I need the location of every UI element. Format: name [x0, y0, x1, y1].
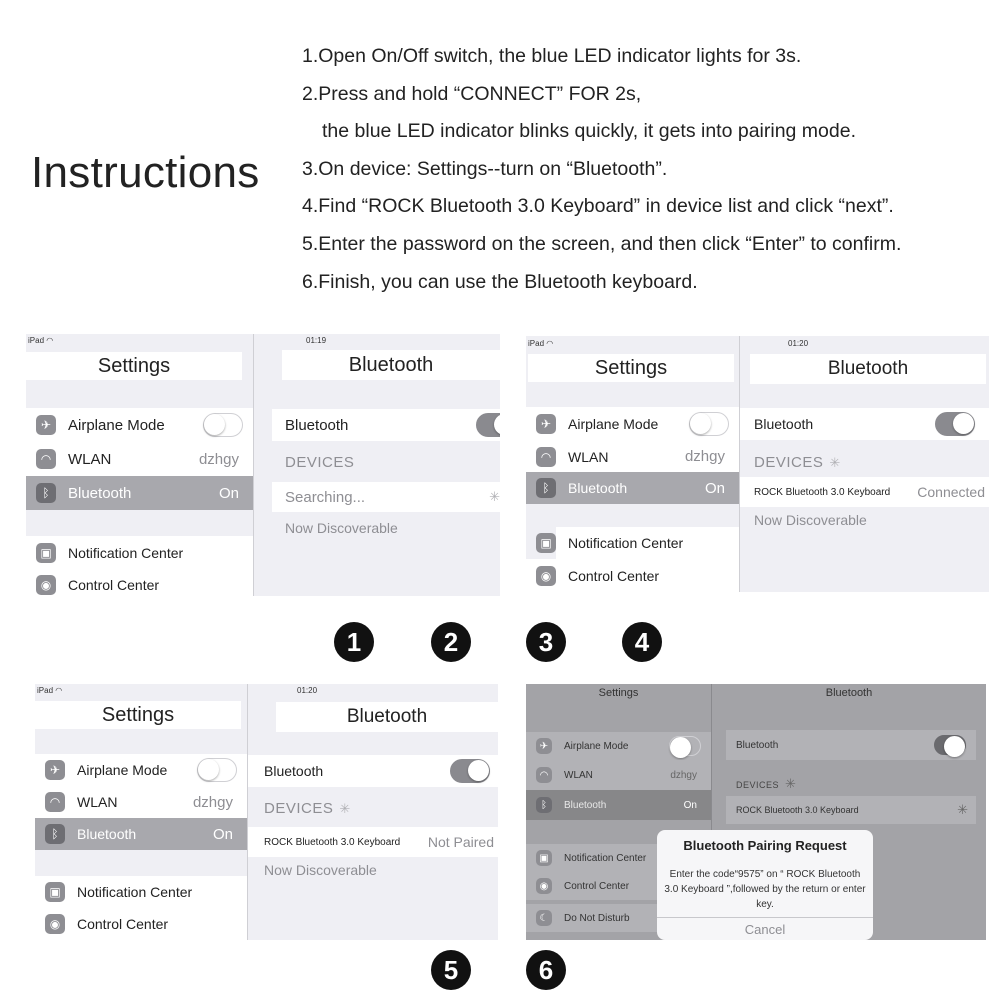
airplane-icon: ✈ [536, 738, 552, 754]
control-center-icon: ◉ [536, 878, 552, 894]
bluetooth-title: Bluetooth [750, 354, 986, 384]
moon-icon: ☾ [536, 910, 552, 926]
searching-label: Searching... [285, 488, 366, 506]
control-center-label: Control Center [77, 915, 169, 932]
bluetooth-toggle[interactable] [935, 412, 975, 436]
step-badge-2: 2 [431, 622, 471, 662]
do-not-disturb-label: Do Not Disturb [564, 912, 630, 924]
device-row-rock-keyboard[interactable] [740, 477, 989, 507]
control-center-label: Control Center [568, 567, 660, 584]
control-center-row[interactable] [26, 570, 253, 596]
notification-center-label: Notification Center [68, 545, 184, 561]
notification-center-row[interactable] [540, 527, 739, 559]
step-5: 5.Enter the password on the screen, and then click “Enter” to confirm. [302, 232, 902, 255]
bluetooth-value: On [683, 799, 697, 811]
bluetooth-title: Bluetooth [276, 702, 498, 732]
notification-center-icon: ▣ [536, 533, 556, 553]
airplane-mode-row[interactable] [526, 407, 739, 441]
status-device: iPad ◠ [28, 336, 54, 345]
bluetooth-row[interactable] [526, 790, 711, 820]
control-center-icon: ◉ [36, 575, 56, 595]
bluetooth-toggle-row[interactable] [248, 755, 498, 787]
bluetooth-toggle-label: Bluetooth [264, 763, 324, 779]
wlan-label: WLAN [564, 769, 593, 781]
settings-title: Settings [528, 354, 734, 382]
bluetooth-value: On [212, 825, 233, 843]
bluetooth-title: Bluetooth [282, 350, 500, 380]
airplane-mode-toggle[interactable] [669, 736, 701, 756]
bluetooth-row[interactable] [526, 472, 739, 504]
notification-center-row[interactable] [26, 536, 253, 570]
airplane-mode-row[interactable] [26, 408, 253, 442]
bluetooth-value: On [704, 479, 725, 497]
bluetooth-toggle-row[interactable] [740, 408, 989, 440]
bluetooth-icon: ᛒ [45, 824, 65, 844]
spinner-icon: ✳ [829, 455, 841, 470]
device-row-rock-keyboard[interactable] [726, 796, 976, 824]
bluetooth-icon: ᛒ [36, 483, 56, 503]
device-status: Connected [917, 484, 985, 500]
step-badge-4: 4 [622, 622, 662, 662]
device-name: ROCK Bluetooth 3.0 Keyboard [264, 836, 401, 848]
settings-title: Settings [598, 687, 639, 699]
status-device: iPad ◠ [528, 339, 554, 348]
settings-pane [26, 334, 254, 596]
instructions-title: Instructions [31, 148, 260, 197]
bluetooth-label: Bluetooth [77, 826, 137, 842]
bluetooth-pane [248, 684, 498, 940]
searching-row [272, 482, 500, 512]
bluetooth-pane [740, 336, 989, 592]
step-1: 1.Open On/Off switch, the blue LED indicator lights for 3s. [302, 45, 802, 67]
wlan-value: dzhgy [670, 769, 697, 781]
bluetooth-row[interactable] [26, 476, 253, 510]
settings-pane [35, 684, 248, 940]
wifi-icon: ◠ [536, 767, 552, 783]
settings-title: Settings [35, 701, 241, 729]
bluetooth-icon: ᛒ [536, 478, 556, 498]
step-3: 3.On device: Settings--turn on “Bluetooth”. [302, 157, 668, 180]
now-discoverable: Now Discoverable [754, 512, 867, 528]
cancel-button[interactable]: Cancel [657, 917, 873, 940]
airplane-icon: ✈ [45, 760, 65, 780]
step-6: 6.Finish, you can use the Bluetooth keyboard. [302, 270, 698, 293]
status-time: 01:20 [788, 339, 809, 348]
notification-center-label: Notification Center [564, 852, 647, 864]
bluetooth-title: Bluetooth [825, 687, 873, 699]
notification-center-icon: ▣ [536, 850, 552, 866]
airplane-mode-toggle[interactable] [689, 412, 729, 436]
wlan-row[interactable] [26, 442, 253, 476]
step-badge-6: 6 [526, 950, 566, 990]
pairing-dialog-message: Enter the code“9575” on “ ROCK Bluetooth 3.0 Keyboard ”,followed by the return or enter key. [664, 869, 866, 910]
bluetooth-toggle-label: Bluetooth [754, 416, 814, 432]
wlan-row[interactable] [35, 786, 247, 818]
airplane-icon: ✈ [36, 415, 56, 435]
spinner-icon: ✳ [489, 489, 500, 504]
airplane-mode-label: Airplane Mode [68, 416, 165, 434]
wlan-row[interactable] [526, 760, 711, 790]
airplane-icon: ✈ [536, 414, 556, 434]
step-4: 4.Find “ROCK Bluetooth 3.0 Keyboard” in device list and click “next”. [302, 195, 894, 218]
step-badge-1: 1 [334, 622, 374, 662]
airplane-mode-toggle[interactable] [203, 413, 243, 437]
airplane-mode-row[interactable] [526, 732, 711, 760]
spinner-icon: ✳ [957, 802, 968, 817]
bluetooth-label: Bluetooth [564, 799, 607, 811]
pairing-dialog-title: Bluetooth Pairing Request [683, 838, 847, 853]
devices-header: DEVICES [285, 454, 355, 471]
wlan-value: dzhgy [684, 448, 725, 465]
bluetooth-label: Bluetooth [568, 480, 628, 496]
wlan-row[interactable] [526, 441, 739, 472]
screenshot-connected [526, 336, 989, 592]
airplane-mode-label: Airplane Mode [568, 416, 659, 432]
wlan-label: WLAN [568, 448, 609, 465]
devices-header [736, 776, 796, 792]
control-center-label: Control Center [68, 577, 160, 593]
control-center-icon: ◉ [45, 914, 65, 934]
bluetooth-label: Bluetooth [68, 484, 132, 502]
bluetooth-toggle[interactable] [476, 413, 500, 437]
devices-header-label: DEVICES [264, 800, 334, 817]
control-center-icon: ◉ [536, 566, 556, 586]
bluetooth-row[interactable] [35, 818, 247, 850]
screenshot-searching [26, 334, 500, 596]
device-row-rock-keyboard[interactable] [248, 827, 498, 857]
bluetooth-toggle[interactable] [934, 735, 966, 755]
notification-center-row[interactable] [35, 876, 247, 907]
spinner-icon: ✳ [785, 776, 797, 791]
step-badge-3: 3 [526, 622, 566, 662]
wifi-icon: ◠ [536, 447, 556, 467]
device-name: ROCK Bluetooth 3.0 Keyboard [736, 805, 859, 815]
wifi-icon: ◠ [45, 792, 65, 812]
bluetooth-toggle[interactable] [450, 759, 490, 783]
bluetooth-toggle-label: Bluetooth [736, 739, 779, 751]
airplane-mode-row[interactable] [35, 754, 247, 786]
step-2-continued: the blue LED indicator blinks quickly, it gets into pairing mode. [322, 120, 857, 143]
wlan-value: dzhgy [192, 793, 233, 811]
control-center-row[interactable] [526, 559, 739, 592]
device-status: Not Paired [427, 834, 494, 850]
notification-center-label: Notification Center [77, 883, 193, 900]
devices-header-label: DEVICES [754, 454, 824, 471]
devices-header [264, 800, 351, 817]
status-time: 01:19 [306, 336, 327, 345]
wlan-value: dzhgy [198, 450, 239, 468]
notification-center-label: Notification Center [568, 535, 684, 551]
status-time: 01:20 [297, 686, 318, 695]
spinner-icon: ✳ [339, 801, 351, 816]
now-discoverable: Now Discoverable [264, 862, 377, 878]
bluetooth-value: On [218, 484, 239, 502]
settings-pane [526, 336, 740, 592]
bluetooth-toggle-row[interactable] [726, 730, 976, 760]
instruction-steps [302, 38, 992, 301]
control-center-row[interactable] [35, 907, 247, 940]
screenshot-pairing-request [526, 684, 986, 940]
wlan-label: WLAN [77, 794, 118, 810]
screenshot-not-paired [35, 684, 498, 940]
control-center-label: Control Center [564, 880, 630, 892]
notification-center-icon: ▣ [36, 543, 56, 563]
bluetooth-toggle-label: Bluetooth [285, 416, 349, 434]
airplane-mode-toggle[interactable] [197, 758, 237, 782]
status-device: iPad ◠ [37, 686, 63, 695]
devices-header [754, 454, 841, 471]
wifi-icon: ◠ [36, 449, 56, 469]
devices-header-label: DEVICES [736, 780, 780, 790]
notification-center-icon: ▣ [45, 882, 65, 902]
step-badge-5: 5 [431, 950, 471, 990]
step-2: 2.Press and hold “CONNECT” FOR 2s, [302, 82, 642, 105]
airplane-mode-label: Airplane Mode [564, 740, 629, 752]
device-name: ROCK Bluetooth 3.0 Keyboard [754, 486, 891, 498]
bluetooth-icon: ᛒ [536, 797, 552, 813]
pairing-request-dialog [657, 830, 873, 940]
wlan-label: WLAN [68, 450, 112, 468]
settings-title: Settings [26, 352, 242, 380]
bluetooth-pane [254, 334, 500, 596]
bluetooth-toggle-row[interactable] [272, 409, 500, 441]
now-discoverable: Now Discoverable [285, 520, 398, 536]
airplane-mode-label: Airplane Mode [77, 762, 168, 778]
